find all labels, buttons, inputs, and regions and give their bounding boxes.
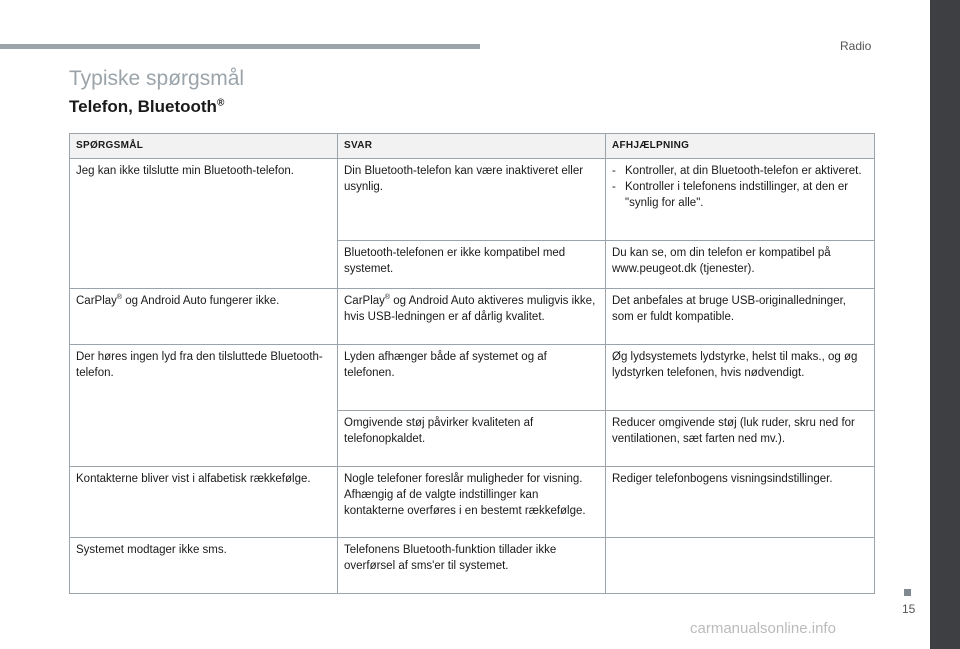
answer-text: CarPlay [344,295,385,307]
remedy-cell: Reducer omgivende støj (luk ruder, skru ned for ventilationen, sæt farten ned mv.). [606,411,875,467]
remedy-cell: Øg lydsystemets lydstyrke, helst til maks., og øg lydstyrken telefonen, hvis nødvendigt. [606,345,875,411]
side-strip [930,0,960,649]
registered-mark: ® [384,294,391,301]
question-text: CarPlay [76,295,117,307]
answer-cell: Omgivende støj påvirker kvaliteten af telefonopkaldet. [338,411,606,467]
question-cell: Der høres ingen lyd fra den tilsluttede Bluetooth-telefon. [70,345,338,467]
question-cell [70,289,338,345]
remedy-cell [606,159,875,241]
answer-cell: Telefonens Bluetooth-funktion tillader ikke overførsel af sms'er til systemet. [338,538,606,594]
section-label: Radio [840,39,872,53]
remedy-cell [606,538,875,594]
remedy-cell: Rediger telefonbogens visningsindstillinger. [606,467,875,538]
registered-mark: ® [116,294,123,301]
faq-table [69,133,875,594]
watermark: carmanualsonline.info [690,620,836,637]
question-cell: Kontakterne bliver vist i alfabetisk rækkefølge. [70,467,338,538]
header-question: SPØRGSMÅL [70,134,338,159]
answer-cell: Lyden afhænger både af systemet og af telefonen. [338,345,606,411]
header-answer: SVAR [338,134,606,159]
table-row [70,467,875,538]
end-marker-icon [904,589,911,596]
remedy-cell: Det anbefales at bruge USB-originalledninger, som er fuldt kompatible. [606,289,875,345]
table-row [70,289,875,345]
remedy-list [612,163,868,211]
subtitle-text: Telefon, Bluetooth [69,97,217,116]
answer-cell: Nogle telefoner foreslår muligheder for visning. Afhængig af de valgte indstillinger kan kontakterne overføres i en bestemt rækkefølge. [338,467,606,538]
table-row [70,538,875,594]
answer-cell [338,289,606,345]
list-item: - Kontroller, at din Bluetooth-telefon er aktiveret. [612,163,868,179]
table-row [70,345,875,411]
answer-cell: Din Bluetooth-telefon kan være inaktiveret eller usynlig. [338,159,606,241]
question-text: og Android Auto fungerer ikke. [122,295,280,307]
section-subtitle [69,97,224,117]
page-title: Typiske spørgsmål [69,67,245,90]
page-number: 15 [902,602,916,616]
question-cell: Jeg kan ikke tilslutte min Bluetooth-telefon. [70,159,338,289]
list-item: - Kontroller i telefonens indstillinger, at den er "synlig for alle". [612,179,868,211]
table-header-row [70,134,875,159]
answer-text: og Android Auto aktiveres muligvis ikke, hvis USB-ledningen er af dårlig kvalitet. [344,295,596,323]
answer-cell: Bluetooth-telefonen er ikke kompatibel med systemet. [338,241,606,289]
registered-mark: ® [216,97,225,109]
header-remedy: AFHJÆLPNING [606,134,875,159]
table-row [70,159,875,241]
question-cell: Systemet modtager ikke sms. [70,538,338,594]
remedy-cell: Du kan se, om din telefon er kompatibel på www.peugeot.dk (tjenester). [606,241,875,289]
header-rule [0,44,480,49]
